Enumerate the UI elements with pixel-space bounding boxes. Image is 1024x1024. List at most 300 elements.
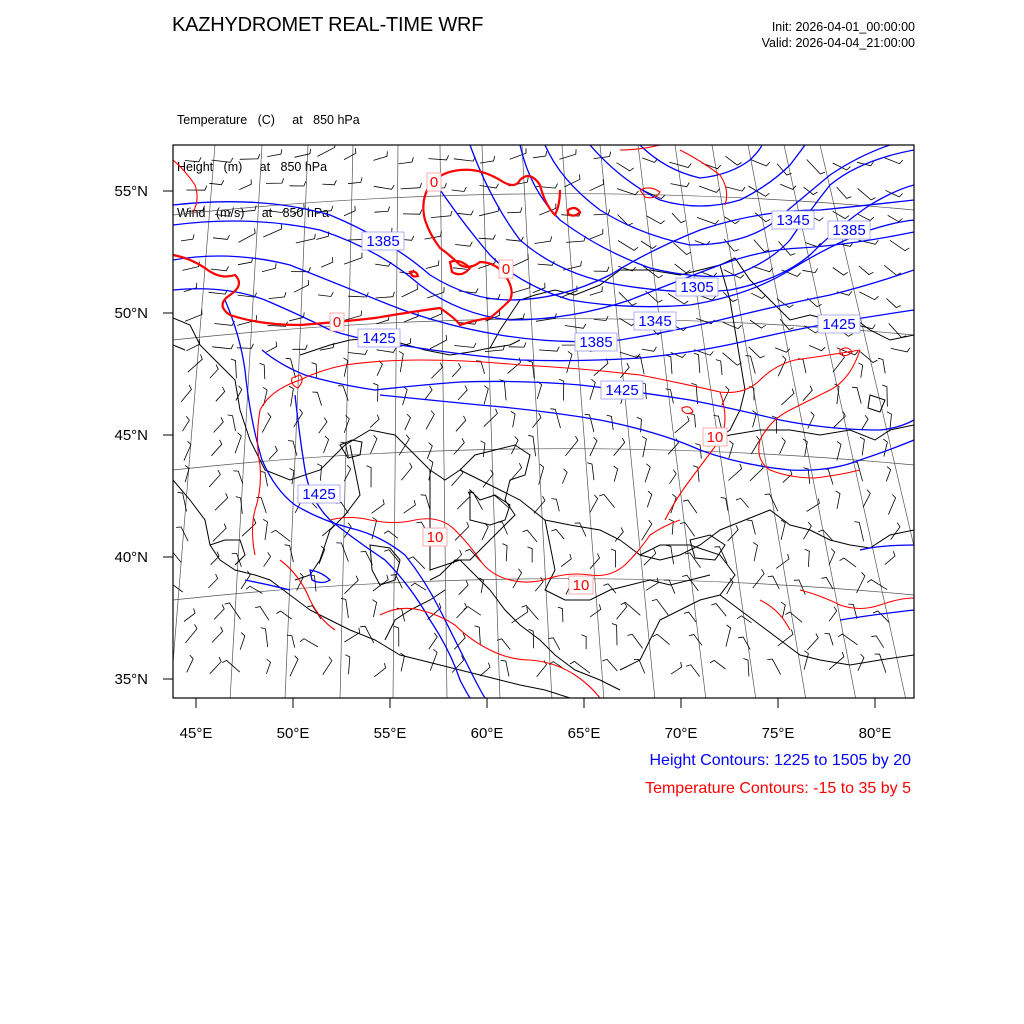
- wind-barb: [237, 344, 254, 349]
- wind-barb: [501, 660, 509, 676]
- wind-barb: [840, 558, 857, 567]
- wind-barb: [666, 545, 674, 564]
- wind-barb: [484, 386, 488, 405]
- wind-barb: [590, 179, 604, 191]
- wind-barb: [338, 386, 348, 401]
- wind-barb: [176, 527, 188, 541]
- wind-barb: [457, 603, 467, 618]
- wind-barb: [781, 520, 785, 540]
- wind-barb: [430, 649, 437, 670]
- wind-barb: [476, 361, 485, 374]
- wind-barb: [533, 151, 547, 158]
- wind-barb: [507, 207, 522, 212]
- wind-barb: [271, 530, 290, 541]
- wind-barb: [683, 500, 697, 513]
- wind-barb: [373, 600, 377, 617]
- wind-barb: [411, 583, 426, 590]
- height-label: [828, 221, 870, 239]
- wind-barb: [684, 612, 696, 622]
- wind-barb: [522, 606, 539, 620]
- wind-barb: [798, 359, 806, 373]
- wind-barb: [324, 436, 329, 453]
- wind-barb: [690, 414, 696, 428]
- wind-barb: [833, 268, 848, 276]
- wind-barb: [748, 186, 769, 196]
- wind-barb: [889, 323, 907, 337]
- wind-barb: [528, 435, 535, 456]
- wind-barb: [425, 386, 433, 400]
- temperature-label: [330, 313, 344, 331]
- wind-barb: [321, 257, 333, 267]
- wind-barb: [664, 580, 675, 594]
- wind-barb: [711, 604, 726, 617]
- wind-barb: [620, 352, 640, 358]
- wind-barb: [263, 224, 281, 237]
- wind-barb: [374, 185, 394, 189]
- height-label: [601, 381, 643, 399]
- wind-barb: [590, 495, 598, 513]
- wind-barb: [300, 639, 318, 647]
- wind-barb: [428, 155, 448, 160]
- wind-barb: [534, 496, 545, 513]
- wind-barb: [212, 627, 223, 643]
- wind-barb: [642, 347, 657, 351]
- wind-barb: [454, 157, 476, 161]
- lat-label: 45°N: [114, 427, 148, 444]
- wind-barb: [716, 360, 722, 376]
- wind-barb: [208, 574, 217, 588]
- wind-barb: [209, 470, 220, 487]
- wind-barb: [239, 228, 256, 242]
- temperature-label: [703, 428, 727, 446]
- wind-barb: [862, 415, 868, 429]
- wind-barb: [293, 204, 305, 215]
- wind-barb: [780, 438, 786, 454]
- wind-barb: [209, 180, 224, 184]
- wind-barb: [602, 659, 617, 671]
- wind-barb: [694, 353, 700, 373]
- wind-barb: [183, 416, 190, 431]
- wind-barb: [290, 468, 294, 484]
- wind-barb: [285, 545, 294, 562]
- wind-barb: [457, 210, 473, 215]
- wind-barb: [666, 355, 672, 374]
- wind-barb: [829, 549, 835, 565]
- wind-barb: [464, 607, 481, 616]
- wind-barb: [858, 188, 876, 200]
- wind-barb: [374, 207, 389, 213]
- wind-barb: [750, 159, 770, 166]
- wind-barb: [710, 660, 726, 669]
- wind-barb: [570, 661, 590, 673]
- wind-barb: [642, 520, 652, 540]
- wind-barb: [188, 355, 203, 373]
- wind-barb: [860, 437, 864, 455]
- wind-barb: [187, 655, 194, 672]
- wind-barb: [804, 651, 808, 670]
- wind-barb: [231, 359, 237, 378]
- wind-barb: [785, 612, 802, 622]
- wind-barb: [228, 415, 236, 431]
- svg-text:1305: 1305: [680, 279, 714, 296]
- wind-barb: [727, 578, 733, 594]
- wind-barb: [402, 284, 418, 297]
- wind-barb: [825, 634, 834, 646]
- wind-barb: [753, 569, 764, 588]
- wind-barb: [891, 523, 900, 540]
- wind-barb: [262, 263, 276, 272]
- wind-barb: [641, 241, 657, 249]
- wind-barb: [290, 181, 306, 186]
- wind-barb: [401, 183, 422, 189]
- wind-barb: [348, 350, 367, 354]
- wind-barb: [169, 553, 182, 563]
- wind-barb: [430, 335, 447, 349]
- svg-text:1345: 1345: [776, 212, 810, 229]
- wind-barb: [403, 210, 422, 215]
- wind-barb: [323, 657, 332, 675]
- wind-barb: [859, 266, 874, 275]
- wind-barb: [858, 214, 874, 220]
- temperature-label: [423, 528, 447, 546]
- wind-barb: [794, 580, 805, 595]
- wind-barb: [883, 439, 887, 456]
- wind-barb: [312, 392, 321, 406]
- wind-barb: [729, 441, 733, 458]
- wind-barb: [621, 602, 641, 615]
- wind-barb: [319, 206, 333, 212]
- wind-barb: [858, 363, 862, 378]
- wind-barb: [726, 625, 731, 647]
- svg-text:1345: 1345: [638, 313, 672, 330]
- wind-barb: [617, 602, 627, 619]
- wind-barb: [240, 154, 260, 159]
- wind-barb: [736, 498, 749, 507]
- wind-barb: [867, 580, 887, 590]
- svg-text:0: 0: [429, 174, 439, 191]
- lon-label: 65°E: [567, 725, 601, 742]
- wind-barb: [725, 187, 745, 192]
- wind-barb: [886, 298, 900, 307]
- wind-barb: [714, 547, 727, 564]
- temperature-label: [427, 173, 441, 191]
- wind-barb: [348, 178, 362, 184]
- wind-barb: [582, 635, 587, 649]
- lon-label: 60°E: [470, 725, 504, 742]
- wind-barb: [482, 523, 488, 540]
- wind-barb: [599, 494, 614, 507]
- wind-barb: [551, 529, 564, 539]
- wind-barb: [888, 494, 895, 514]
- wind-barb: [528, 547, 533, 563]
- wind-barb: [373, 383, 378, 401]
- wind-barb: [344, 206, 355, 216]
- wind-barb: [185, 310, 202, 322]
- longitude-labels: [180, 725, 892, 742]
- svg-text:1425: 1425: [605, 382, 639, 399]
- wind-barb: [242, 519, 256, 537]
- wind-barb: [882, 385, 887, 407]
- init-time: Init: 2026-04-01_00:00:00: [771, 20, 915, 34]
- wind-barb: [210, 657, 221, 674]
- valid-time: Valid: 2026-04-04_21:00:00: [761, 36, 915, 50]
- wind-barb: [511, 411, 515, 427]
- wind-barb: [669, 519, 674, 535]
- wind-barb: [697, 217, 719, 224]
- wind-barb: [878, 358, 885, 373]
- wind-barb: [398, 157, 413, 164]
- wind-barb: [181, 234, 194, 241]
- wind-barb: [372, 499, 385, 513]
- lon-label: 80°E: [858, 725, 892, 742]
- wind-barb: [883, 157, 903, 164]
- wind-barb: [538, 261, 555, 266]
- wind-barb: [336, 502, 348, 513]
- wind-barb: [452, 363, 461, 377]
- wind-barb: [728, 464, 741, 481]
- wind-barb: [211, 552, 220, 565]
- wind-barb: [212, 158, 233, 162]
- wind-barb: [575, 523, 586, 537]
- wind-barb: [376, 292, 395, 298]
- wind-barb: [185, 157, 201, 162]
- wind-barb: [513, 569, 522, 588]
- wind-barb: [617, 163, 634, 171]
- wind-barb: [455, 242, 472, 246]
- wind-barb: [590, 554, 600, 569]
- wind-barb: [590, 604, 601, 617]
- svg-text:10: 10: [706, 429, 724, 446]
- wind-barb: [753, 543, 757, 562]
- wind-barb: [837, 441, 841, 460]
- wind-barb: [886, 467, 891, 482]
- wind-barb: [781, 602, 785, 617]
- wind-barb: [427, 443, 432, 459]
- wind-barb: [165, 582, 183, 592]
- wind-barb: [550, 409, 560, 428]
- wind-barb: [590, 379, 595, 400]
- height-label: [676, 278, 718, 296]
- wind-barb: [181, 385, 191, 402]
- wind-barb: [211, 440, 221, 456]
- wind-barb: [685, 553, 700, 568]
- wind-barb: [266, 178, 284, 183]
- lat-label: 40°N: [114, 549, 148, 566]
- wind-barb: [233, 471, 242, 484]
- wind-barb: [535, 577, 543, 591]
- wind-barb: [875, 654, 886, 673]
- wind-barb: [670, 470, 677, 484]
- wind-barb: [215, 493, 228, 510]
- wind-barb: [614, 466, 618, 482]
- wind-barb: [373, 151, 387, 160]
- wind-barb: [215, 212, 231, 216]
- wind-barb: [260, 471, 268, 486]
- wind-barb: [558, 607, 563, 622]
- wind-barb: [699, 186, 720, 192]
- wind-barb: [264, 552, 271, 566]
- wind-barb: [567, 351, 572, 372]
- height-label: [362, 232, 404, 250]
- wind-barb: [829, 607, 837, 622]
- wind-barb: [344, 358, 348, 377]
- wind-barb: [807, 633, 818, 650]
- wind-barb: [513, 254, 529, 266]
- height-label: [818, 315, 860, 333]
- wind-barb: [838, 634, 857, 645]
- wind-barb: [255, 607, 269, 621]
- wind-barb: [459, 581, 469, 595]
- wind-barb: [480, 663, 490, 676]
- wind-barb: [216, 387, 225, 401]
- wind-barb: [854, 522, 863, 542]
- wind-barb: [239, 179, 251, 189]
- wind-barb: [401, 463, 412, 480]
- wind-barb: [431, 211, 452, 218]
- field-height: Height (m) at 850 hPa: [177, 159, 328, 174]
- svg-text:0: 0: [332, 314, 342, 331]
- wind-barb: [344, 148, 356, 159]
- wind-barb: [294, 149, 310, 157]
- wind-barb: [344, 628, 359, 642]
- height-label: [575, 333, 617, 351]
- wind-barb: [627, 634, 642, 648]
- wind-barb: [590, 437, 597, 456]
- wind-barb: [456, 416, 466, 431]
- lat-label: 50°N: [114, 305, 148, 322]
- wind-barb: [511, 283, 530, 294]
- wind-barb: [765, 494, 778, 511]
- wind-barb: [184, 608, 195, 621]
- wind-barb: [611, 549, 616, 567]
- wind-barb: [374, 663, 385, 677]
- wind-barb: [686, 665, 700, 677]
- height-legend: Height Contours: 1225 to 1505 by 20: [649, 752, 911, 769]
- field-wind: Wind (m/s) at 850 hPa: [177, 206, 330, 220]
- wind-barb: [885, 190, 902, 197]
- wind-barb: [653, 634, 670, 644]
- wind-barb: [669, 162, 691, 167]
- svg-text:1425: 1425: [822, 316, 856, 333]
- lon-label: 45°E: [179, 725, 213, 742]
- wind-barb: [548, 638, 560, 650]
- wind-barb: [891, 348, 910, 352]
- wind-barb: [675, 416, 689, 433]
- wind-barb: [652, 599, 668, 615]
- wind-barb: [497, 639, 510, 650]
- wind-barb: [479, 235, 496, 240]
- wind-barb: [753, 266, 773, 271]
- height-label: [298, 485, 340, 503]
- lon-label: 55°E: [373, 725, 407, 742]
- wind-barb: [184, 283, 197, 292]
- wind-barb: [481, 441, 486, 457]
- wind-barb: [551, 499, 559, 512]
- wind-barb: [263, 387, 267, 406]
- wind-barb: [296, 234, 316, 243]
- wind-barb: [322, 180, 336, 185]
- svg-text:1385: 1385: [579, 334, 613, 351]
- svg-text:1425: 1425: [302, 486, 336, 503]
- lat-label: 35°N: [114, 671, 148, 688]
- wind-barb: [559, 149, 576, 159]
- wind-barb: [289, 386, 293, 406]
- wind-barb: [857, 572, 865, 593]
- wind-barb: [671, 662, 682, 674]
- wind-barb: [833, 353, 845, 372]
- wind-barb: [642, 436, 646, 457]
- wind-barb: [290, 656, 298, 677]
- wind-barb: [590, 229, 603, 239]
- wind-barb: [747, 520, 756, 534]
- wind-barb: [565, 436, 578, 456]
- wind-barb: [562, 469, 567, 484]
- wind-barb: [833, 211, 849, 218]
- wind-barb: [266, 342, 277, 353]
- wind-barb: [260, 363, 265, 379]
- wind-barb: [426, 411, 434, 430]
- svg-text:0: 0: [501, 261, 511, 278]
- wind-barb: [728, 525, 739, 541]
- wind-barb: [428, 603, 441, 620]
- wind-barb: [429, 633, 437, 649]
- wind-barb: [403, 387, 408, 406]
- chart-title: KAZHYDROMET REAL-TIME WRF: [172, 14, 484, 36]
- wind-barb: [680, 522, 695, 536]
- wind-barb: [672, 213, 686, 223]
- wind-barb: [837, 187, 852, 198]
- wind-barb: [370, 415, 379, 428]
- wind-barb: [647, 491, 652, 507]
- wind-barb: [405, 414, 411, 430]
- wind-barb: [885, 551, 895, 564]
- wind-barb: [454, 343, 476, 347]
- wind-barb: [807, 160, 825, 175]
- wind-barb: [345, 655, 350, 675]
- lon-label: 70°E: [664, 725, 698, 742]
- wind-barb: [527, 361, 534, 379]
- wind-barb: [871, 636, 883, 648]
- wind-barb: [214, 604, 224, 619]
- svg-text:1425: 1425: [362, 330, 396, 347]
- wind-barb: [523, 530, 538, 542]
- wind-barb: [647, 216, 665, 224]
- wind-barb: [483, 470, 493, 488]
- wind-barb: [809, 345, 825, 350]
- svg-text:1385: 1385: [366, 233, 400, 250]
- wind-barb: [503, 544, 508, 562]
- wind-barb: [890, 240, 909, 250]
- wind-barb: [239, 206, 256, 213]
- wind-barb: [803, 386, 812, 401]
- wind-barb: [213, 235, 230, 239]
- wind-barb: [559, 379, 564, 400]
- wind-barb: [235, 433, 241, 454]
- field-temperature: Temperature (C) at 850 hPa: [177, 113, 360, 127]
- latitude-labels: [114, 183, 148, 688]
- wind-barb: [225, 603, 241, 619]
- wind-barb: [689, 635, 702, 646]
- wind-barb: [294, 280, 309, 292]
- wind-barb: [214, 417, 224, 432]
- lon-label: 75°E: [761, 725, 795, 742]
- wind-barb: [458, 386, 467, 401]
- wind-barb: [561, 554, 571, 567]
- wind-barb: [336, 543, 348, 562]
- wind-barb: [399, 351, 403, 372]
- wind-barb: [377, 361, 382, 376]
- wind-barb: [265, 208, 285, 212]
